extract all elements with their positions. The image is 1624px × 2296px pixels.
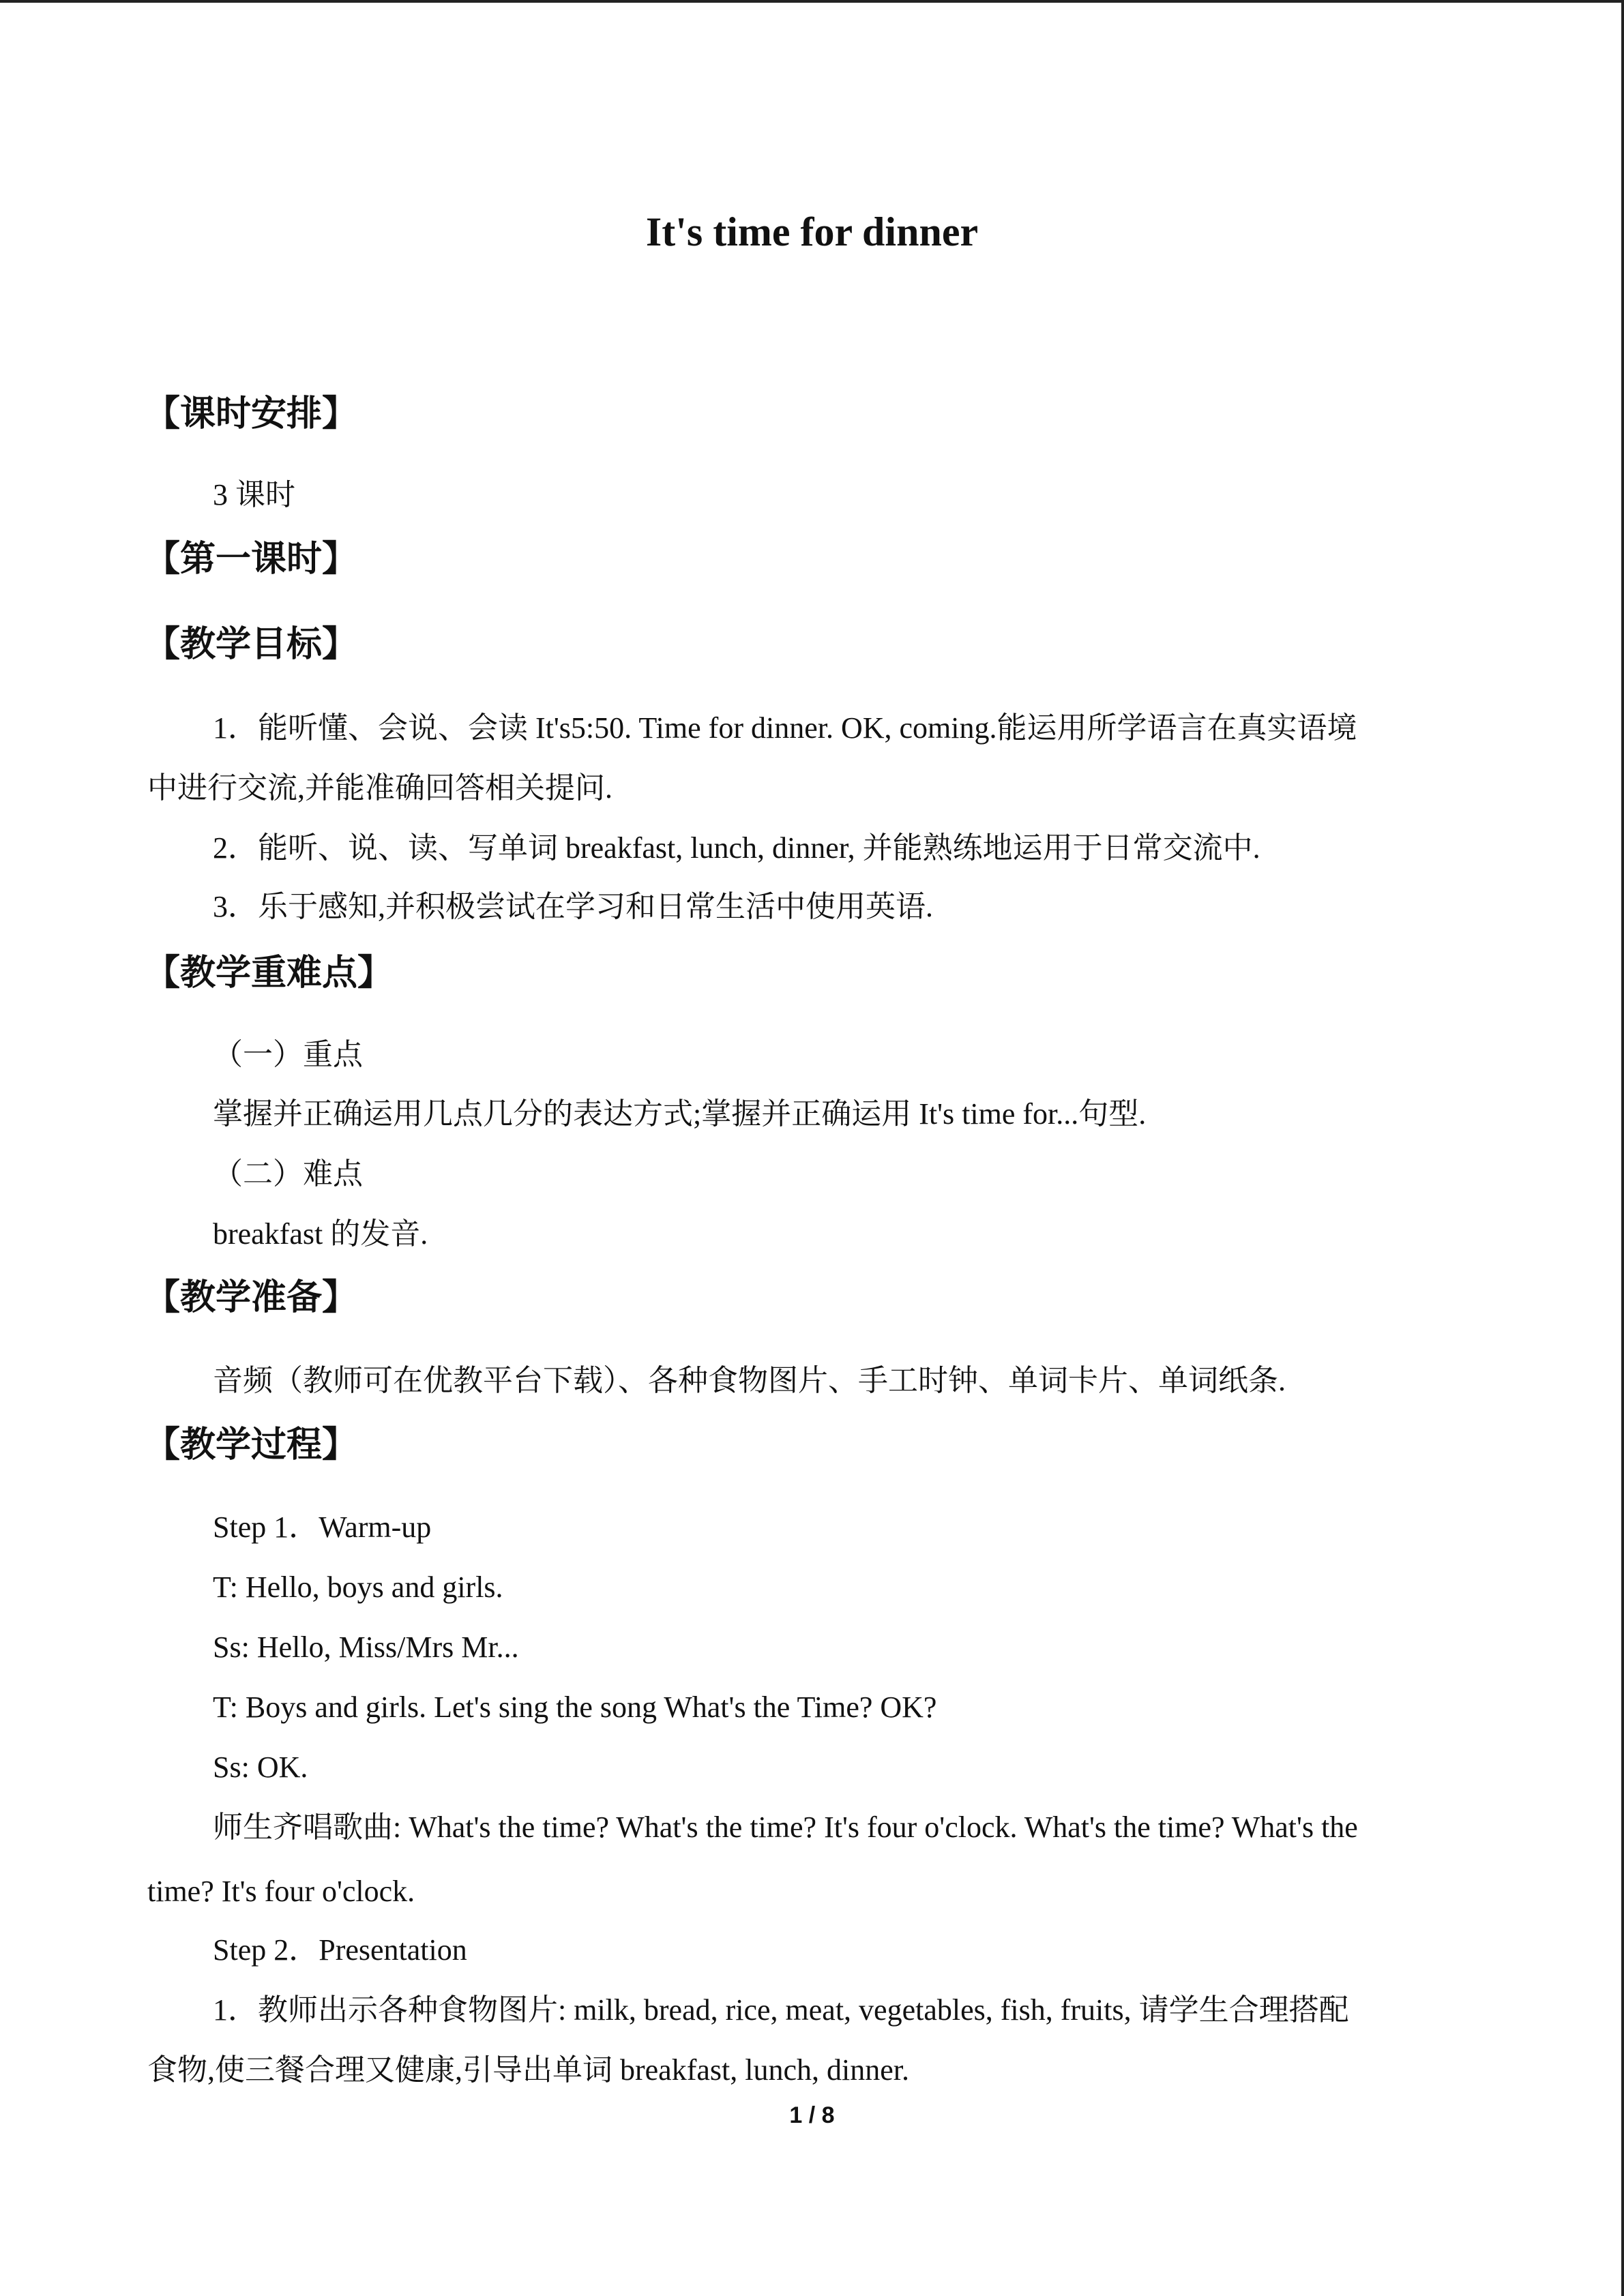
page-number: 1 / 8 bbox=[789, 2102, 835, 2128]
difficulty-label: （二）难点 bbox=[213, 1157, 363, 1191]
preparation-text: 音频（教师可在优教平台下载）、各种食物图片、手工时钟、单词卡片、单词纸条. bbox=[213, 1364, 1286, 1397]
heading-process: 【教学过程】 bbox=[145, 1425, 358, 1465]
heading-schedule: 【课时安排】 bbox=[145, 393, 358, 434]
document-title: It's time for dinner bbox=[645, 209, 979, 254]
objective-3: 3．乐于感知,并积极尝试在学习和日常生活中使用英语. bbox=[213, 890, 933, 923]
key-point-text: 掌握并正确运用几点几分的表达方式;掌握并正确运用 It's time for...句型. bbox=[213, 1097, 1147, 1131]
key-point-label: （一）重点 bbox=[213, 1038, 363, 1071]
step-1-title: Step 1．Warm-up bbox=[213, 1510, 432, 1544]
objective-1-line-2: 中进行交流,并能准确回答相关提问. bbox=[147, 771, 612, 805]
schedule-text: 3 课时 bbox=[213, 478, 295, 511]
objective-1-line-1: 1．能听懂、会说、会读 It's5:50. Time for dinner. OK, coming.能运用所学语言在真实语境 bbox=[213, 711, 1357, 745]
step-1-line-3: T: Boys and girls. Let's sing the song What's the Time? OK? bbox=[213, 1690, 937, 1724]
step-1-line-2: Ss: Hello, Miss/Mrs Mr... bbox=[213, 1630, 519, 1664]
step-2-title: Step 2．Presentation bbox=[213, 1933, 467, 1967]
difficulty-text: breakfast 的发音. bbox=[213, 1217, 428, 1251]
step-1-line-1: T: Hello, boys and girls. bbox=[213, 1570, 503, 1604]
heading-preparation: 【教学准备】 bbox=[145, 1277, 358, 1318]
step-2-line-1: 1．教师出示各种食物图片: milk, bread, rice, meat, vegetables, fish, fruits, 请学生合理搭配 bbox=[213, 1993, 1349, 2027]
heading-lesson-one: 【第一课时】 bbox=[145, 539, 358, 580]
step-2-line-2: 食物,使三餐合理又健康,引导出单词 breakfast, lunch, dinner. bbox=[147, 2053, 909, 2087]
step-1-line-4: Ss: OK. bbox=[213, 1750, 308, 1784]
step-1-song-line-1: 师生齐唱歌曲: What's the time? What's the time? It's four o'clock. What's the time? What's the bbox=[213, 1810, 1358, 1844]
objective-2: 2．能听、说、读、写单词 breakfast, lunch, dinner, 并能熟练地运用于日常交流中. bbox=[213, 831, 1260, 865]
heading-objectives: 【教学目标】 bbox=[145, 624, 358, 665]
heading-key-points: 【教学重难点】 bbox=[145, 953, 394, 994]
step-1-song-line-2: time? It's four o'clock. bbox=[147, 1875, 415, 1908]
